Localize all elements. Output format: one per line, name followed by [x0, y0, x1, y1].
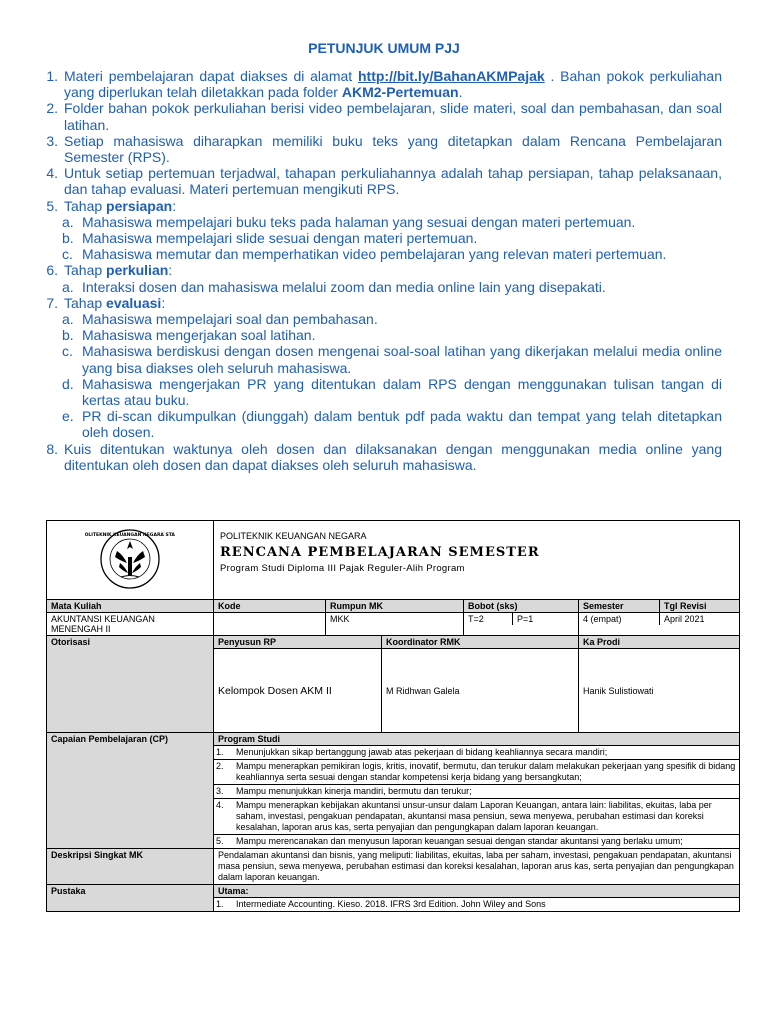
- rps-table: [46, 520, 740, 912]
- header-bobot: Bobot (sks): [464, 600, 579, 613]
- cpl-item: 4. Mampu menerapkan kebijakan akuntansi unsur-unsur dalam Laporan Keuangan, antara lain: liabilitas, ekuitas, laba per saham, investasi, pengakuan pendapatan, akuntansi masa pensiun, sewa menyewa, perubahan estimasi dan koreksi kesalahan, laporan arus kas, serta penyajian dan pengungkapan dalam laporan keuangan.: [214, 799, 739, 835]
- course-rumpun: MKK: [326, 613, 464, 636]
- list-item: 2. Folder bahan pokok perkuliahan berisi video pembelajaran, slide materi, soal dan pembahasan, dan soal latihan.: [46, 100, 722, 133]
- penyusun-value: Kelompok Dosen AKM II: [214, 649, 382, 733]
- list-item: 1. Materi pembelajaran dapat diakses di alamat http://bit.ly/BahanAKMPajak . Bahan pokok perkuliahan yang diperlukan telah diletakkan pada folder AKM2-Pertemuan.: [46, 68, 723, 101]
- sub-item: a. Mahasiswa mempelajari buku teks pada halaman yang sesuai dengan materi pertemuan.: [62, 213, 636, 230]
- sub-item: b. Mahasiswa mengerjakan soal latihan.: [62, 327, 316, 344]
- list-item: 6. Tahap perkulian:: [46, 262, 173, 279]
- cpl-item: 3. Mampu menunjukkan kinerja mandiri, bermutu dan terukur;: [214, 785, 739, 799]
- institution-name: POLITEKNIK KEUANGAN NEGARA: [220, 531, 367, 541]
- sub-item: c. Mahasiswa berdiskusi dengan dosen mengenai soal-soal latihan yang dikerjakan melalui media online yang bisa diakses oleh seluruh mahasiswa.: [62, 343, 722, 376]
- koordinator-value: M Ridhwan Galela: [382, 649, 579, 733]
- list-item: 4. Untuk setiap pertemuan terjadwal, tahapan perkuliahannya adalah tahap persiapan, tahap pelaksanaan, dan tahap evaluasi. Materi pertemuan mengikuti RPS.: [46, 165, 722, 198]
- page-title: PETUNJUK UMUM PJJ: [308, 40, 460, 56]
- list-item: 7. Tahap evaluasi:: [46, 294, 166, 311]
- instruction-list: [34, 68, 722, 473]
- cp-label: Capaian Pembelajaran (CP): [47, 733, 214, 849]
- cpl-item: 1. Menunjukkan sikap bertanggung jawab atas pekerjaan di bidang keahliannya secara mandiri;: [214, 746, 739, 760]
- koordinator-label: Koordinator RMK: [382, 636, 579, 649]
- kaprodi-value: Hanik Sulistiowati: [579, 649, 740, 733]
- program-studi-label: Program Studi: [214, 733, 740, 746]
- cpl-item: 5. Mampu merencanakan dan menyusun laporan keuangan sesuai dengan standar akuntansi yang berlaku umum;: [216, 836, 683, 846]
- sub-item: e. PR di-scan dikumpulkan (diunggah) dalam bentuk pdf pada waktu dan tempat yang telah ditetapkan oleh dosen.: [62, 408, 722, 441]
- cpl-item: 2. Mampu menerapkan pemikiran logis, kritis, inovatif, bermutu, dan terukur dalam melakukan pekerjaan yang spesifik di bidang keahliannya serta sesuai dengan standar kompetensi kerja bidang yang bersangkutan;: [214, 760, 739, 785]
- header-mata-kuliah: Mata Kuliah: [47, 600, 214, 613]
- logo-text: POLITEKNIK KEUANGAN NEGARA STAN: [85, 533, 175, 538]
- sub-item: d. Mahasiswa mengerjakan PR yang ditentukan dalam RPS dengan menggunakan tulisan tangan di kertas atau buku.: [62, 375, 722, 409]
- course-code: [214, 613, 326, 636]
- sub-item: b. Mahasiswa mempelajari slide sesuai dengan materi pertemuan.: [62, 230, 478, 247]
- list-item: 5. Tahap persiapan:: [46, 197, 177, 214]
- list-item: 3. Setiap mahasiswa diharapkan memiliki buku teks yang ditetapkan dalam Rencana Pembelajaran Semester (RPS).: [46, 132, 722, 166]
- deskripsi-value: Pendalaman akuntansi dan bisnis, yang meliputi: liabilitas, ekuitas, laba per saham, investasi, pengakuan pendapatan, akuntansi masa pensiun, sewa menyewa, perubahan estimasi dan koreksi kesalahan, laporan arus kas, serta penyajian dan pengungkapan dalam laporan keuangan.: [214, 849, 740, 885]
- pustaka-label: Pustaka: [47, 885, 214, 912]
- sub-item: a. Interaksi dosen dan mahasiswa melalui zoom dan media online lain yang disepakati.: [62, 278, 606, 295]
- course-name: AKUNTANSI KEUANGAN MENENGAH II: [47, 613, 214, 636]
- otorisasi-label: Otorisasi: [47, 636, 214, 733]
- cpl-list: [214, 746, 740, 849]
- utama-label: Utama:: [214, 885, 740, 898]
- institution-logo-icon: [85, 527, 175, 591]
- sub-item: a. Mahasiswa mempelajari soal dan pembahasan.: [62, 311, 378, 328]
- material-link[interactable]: http://bit.ly/BahanAKMPajak: [357, 68, 545, 84]
- pustaka-item: 1. Intermediate Accounting. Kieso. 2018. IFRS 3rd Edition. John Wiley and Sons: [216, 899, 546, 909]
- kaprodi-label: Ka Prodi: [579, 636, 740, 649]
- header-rumpun: Rumpun MK: [326, 600, 464, 613]
- document-title: RENCANA PEMBELAJARAN SEMESTER: [220, 545, 540, 560]
- folder-name: AKM2-Pertemuan: [341, 84, 459, 101]
- pustaka-list: [214, 898, 740, 912]
- header-kode: Kode: [214, 600, 326, 613]
- program-name: Program Studi Diploma III Pajak Reguler-Alih Program: [220, 563, 465, 574]
- header-semester-revisi: Semester Tgl Revisi: [579, 600, 740, 613]
- list-item: 8. Kuis ditentukan waktunya oleh dosen dan dilaksanakan dengan menggunakan media online yang ditentukan oleh dosen dan dapat diakses oleh seluruh mahasiswa.: [46, 440, 722, 473]
- course-semester-revisi: 4 (empat) April 2021: [579, 613, 740, 636]
- logo-cell: [47, 521, 214, 600]
- course-bobot: T=2 P=1: [464, 613, 579, 636]
- penyusun-label: Penyusun RP: [214, 636, 382, 649]
- sub-item: c. Mahasiswa memutar dan memperhatikan video pembelajaran yang relevan materi pertemuan.: [62, 246, 667, 263]
- rps-header-row: [47, 521, 740, 600]
- deskripsi-label: Deskripsi Singkat MK: [47, 849, 214, 885]
